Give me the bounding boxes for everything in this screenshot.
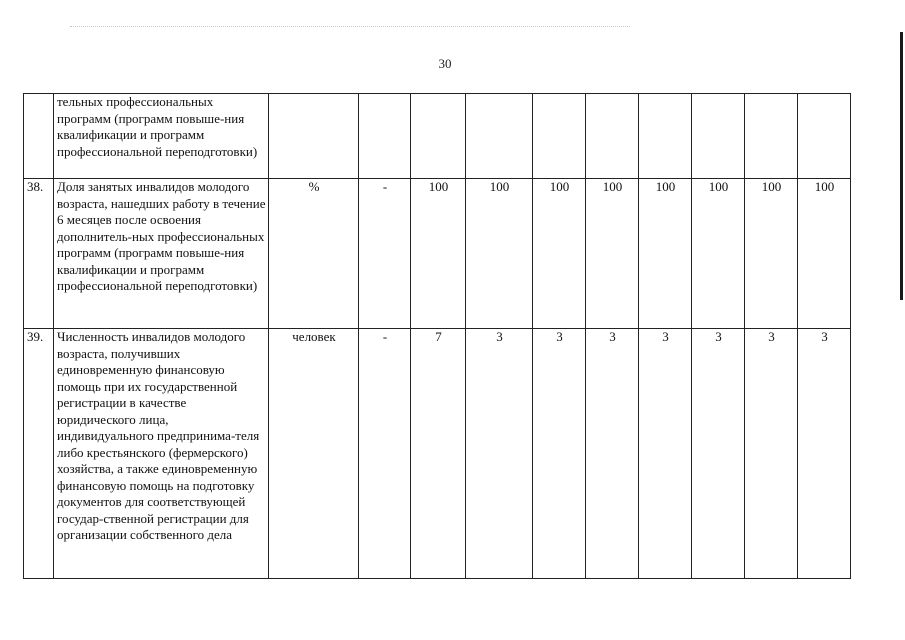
indicators-table <box>23 93 851 579</box>
row-value <box>798 94 851 179</box>
row-number: 38. <box>24 179 54 329</box>
row-base-value: - <box>359 329 411 579</box>
row-number <box>24 94 54 179</box>
row-description: тельных профессиональных программ (программ повыше-ния квалификации и программ профессиональной переподготовки) <box>54 94 269 179</box>
row-value: 3 <box>533 329 586 579</box>
table-row <box>24 94 851 179</box>
row-base-value <box>359 94 411 179</box>
row-value: 3 <box>745 329 798 579</box>
row-value: 7 <box>411 329 466 579</box>
row-value: 100 <box>798 179 851 329</box>
row-value: 100 <box>745 179 798 329</box>
row-value: 3 <box>692 329 745 579</box>
row-description: Численность инвалидов молодого возраста, получивших единовременную финансовую помощь при их государственной регистрации в качестве юридического лица, индивидуального предпринима-теля либо крестьянского (фермерского) хозяйства, а также единовременную финансовую помощь на подготовку документов для соответствующей государ-ственной регистрации для организации собственного дела <box>54 329 269 579</box>
row-value: 100 <box>586 179 639 329</box>
row-value: 3 <box>798 329 851 579</box>
row-value <box>533 94 586 179</box>
row-value <box>411 94 466 179</box>
table-row <box>24 179 851 329</box>
row-value: 3 <box>639 329 692 579</box>
row-value: 100 <box>639 179 692 329</box>
row-unit <box>269 94 359 179</box>
row-value <box>745 94 798 179</box>
row-number: 39. <box>24 329 54 579</box>
row-value <box>586 94 639 179</box>
row-base-value: - <box>359 179 411 329</box>
scan-edge-mark <box>900 32 903 300</box>
page-number: 30 <box>438 56 452 71</box>
row-value: 100 <box>466 179 533 329</box>
table-row <box>24 329 851 579</box>
row-value <box>692 94 745 179</box>
row-value <box>639 94 692 179</box>
row-description: Доля занятых инвалидов молодого возраста, нашедших работу в течение 6 месяцев после освоения дополнитель-ных профессиональных программ (программ повыше-ния квалификации и программ профессиональной переподготовки) <box>54 179 269 329</box>
row-unit: человек <box>269 329 359 579</box>
row-value <box>466 94 533 179</box>
row-value: 3 <box>466 329 533 579</box>
row-value: 100 <box>411 179 466 329</box>
row-value: 100 <box>533 179 586 329</box>
row-value: 3 <box>586 329 639 579</box>
row-unit: % <box>269 179 359 329</box>
scan-noise-line <box>70 26 630 28</box>
row-value: 100 <box>692 179 745 329</box>
